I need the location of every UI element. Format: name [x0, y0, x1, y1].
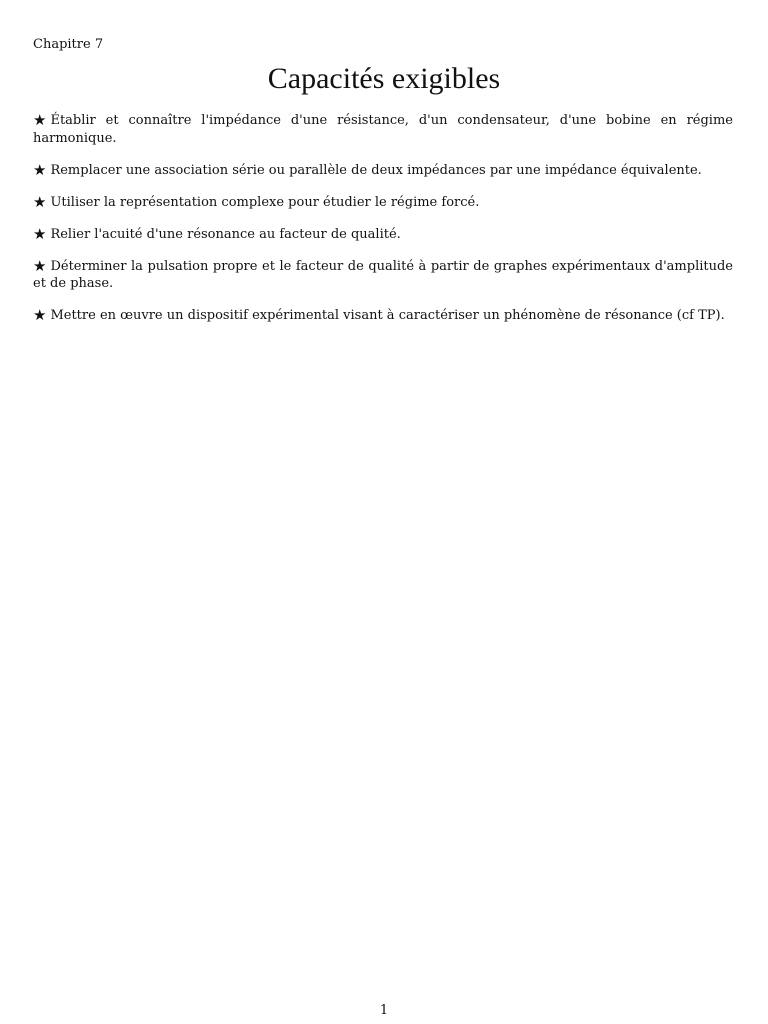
page-number: 1	[379, 1003, 389, 1018]
list-item-text: Relier l'acuité d'une résonance au facteur de qualité.	[50, 226, 401, 242]
list-item-text: Mettre en œuvre un dispositif expérimental visant à caractériser un phénomène de résonance (cf TP).	[50, 308, 725, 323]
page-title: Capacités exigibles	[267, 62, 501, 95]
star-icon: ★	[33, 160, 47, 179]
star-icon: ★	[33, 192, 47, 211]
list-item	[33, 162, 733, 180]
list-item-text: Remplacer une association série ou parallèle de deux impédances par une impédance équivalente.	[50, 162, 702, 178]
list-item-text: Déterminer la pulsation propre et le facteur de qualité à partir de graphes expérimentaux d'amplitude et de phase.	[33, 258, 733, 291]
list-item	[33, 258, 733, 293]
chapter-label: Chapitre 7	[33, 37, 104, 52]
list-item	[33, 307, 733, 325]
list-item-text: Établir et connaître l'impédance d'une résistance, d'un condensateur, d'une bobine en régime harmonique.	[33, 113, 733, 146]
skills-list	[33, 112, 733, 339]
list-item	[33, 226, 733, 244]
list-item	[33, 194, 733, 212]
list-item	[33, 112, 733, 147]
star-icon: ★	[33, 111, 47, 129]
list-item-text: Utiliser la représentation complexe pour étudier le régime forcé.	[50, 194, 480, 210]
star-icon: ★	[33, 224, 47, 243]
star-icon: ★	[33, 306, 47, 324]
star-icon: ★	[33, 256, 47, 275]
